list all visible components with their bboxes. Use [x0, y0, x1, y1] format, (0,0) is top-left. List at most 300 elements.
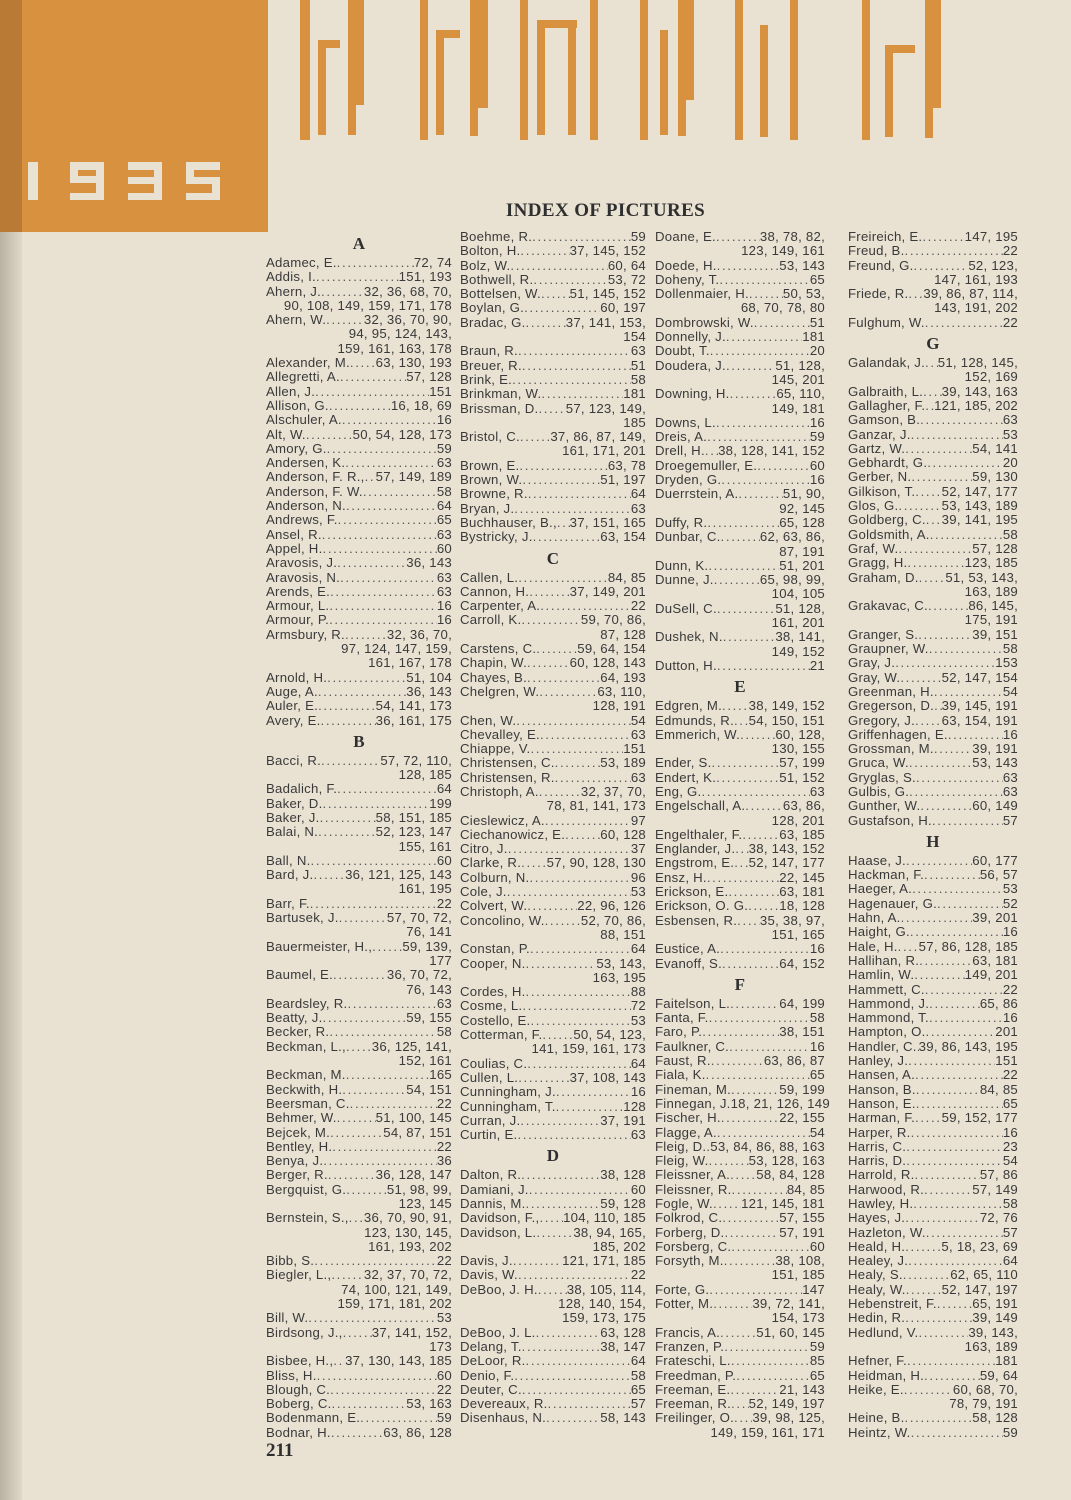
dot-leader	[720, 1326, 756, 1340]
dot-leader	[527, 899, 577, 913]
dot-leader	[333, 968, 387, 982]
index-entry	[460, 1354, 646, 1368]
entry-name: Faitelson, L.	[655, 995, 731, 1011]
index-entry-continuation: 130, 155	[771, 741, 825, 757]
index-entry	[655, 1211, 825, 1225]
entry-name: Duerrstein, A.	[655, 486, 739, 502]
index-entry	[848, 714, 1018, 728]
dot-leader	[906, 1140, 1003, 1154]
index-entry	[460, 742, 646, 756]
letter-heading: E	[734, 677, 746, 697]
dot-leader	[915, 1068, 1003, 1082]
entry-name: Arends, E.	[266, 583, 331, 599]
index-entry	[266, 797, 452, 811]
index-entry	[266, 1268, 452, 1282]
entry-pages: 96	[630, 869, 646, 885]
entry-name: Gragg, H.	[848, 555, 908, 571]
entry-pages: 39, 143,	[968, 1324, 1018, 1340]
dot-leader	[321, 754, 380, 768]
entry-name: Gerber, N.	[848, 469, 912, 485]
index-entry-continuation: 123, 149, 161	[741, 243, 825, 259]
entry-pages: 63, 185	[779, 826, 825, 842]
entry-pages: 201	[995, 1024, 1018, 1040]
entry-pages: 36, 121, 125, 143	[345, 867, 452, 883]
dot-leader	[726, 330, 802, 344]
entry-name: Davis, J.	[460, 1253, 513, 1269]
entry-name: Gray, W.	[848, 669, 901, 685]
entry-name: Fleissner, A.	[655, 1167, 731, 1183]
dot-leader	[329, 1025, 436, 1039]
entry-name: Baumel, E.	[266, 967, 334, 983]
dot-leader	[545, 914, 581, 928]
index-entry	[266, 1154, 452, 1168]
entry-name: Griffenhagen, E.	[848, 726, 948, 742]
dot-leader	[937, 897, 1003, 911]
dot-leader	[716, 416, 810, 430]
index-entry-continuation: 152, 161	[398, 1053, 452, 1069]
dot-leader	[321, 285, 364, 299]
dot-leader	[717, 602, 775, 616]
index-entry	[848, 1154, 1018, 1168]
index-entry	[266, 285, 452, 299]
entry-name: Bacci, R.	[266, 752, 322, 768]
dot-leader	[920, 799, 972, 813]
entry-name: Healey, J.	[848, 1253, 909, 1269]
entry-pages: 53, 143,	[596, 955, 646, 971]
entry-pages: 38, 147	[600, 1338, 646, 1354]
index-entry	[848, 1068, 1018, 1082]
index-entry	[655, 871, 825, 885]
index-entry	[655, 1183, 825, 1197]
index-entry	[848, 799, 1018, 813]
entry-name: Deuter, C.	[460, 1381, 522, 1397]
index-entry	[266, 613, 452, 627]
index-entry-continuation: 155, 161	[398, 838, 452, 854]
index-entry	[655, 1154, 825, 1168]
index-entry	[848, 1197, 1018, 1211]
dot-leader	[536, 1226, 573, 1240]
dot-leader	[719, 273, 810, 287]
dot-leader	[536, 642, 577, 656]
dot-leader	[922, 230, 964, 244]
index-entry	[460, 1100, 646, 1114]
index-entry	[655, 1095, 830, 1111]
index-column-2	[460, 230, 646, 1426]
entry-pages: 37, 108, 143	[569, 1069, 646, 1085]
index-entry-continuation: 151, 185	[771, 1267, 825, 1283]
dot-leader	[545, 814, 631, 828]
dot-leader	[732, 1183, 787, 1197]
index-entry	[266, 628, 452, 642]
index-entry	[266, 542, 452, 556]
entry-name: Browne, R.	[460, 486, 528, 502]
entry-pages: 59, 139,	[402, 938, 452, 954]
dot-leader	[721, 1111, 779, 1125]
index-entry	[655, 1326, 825, 1340]
index-entry-continuation: 149, 181	[771, 400, 825, 416]
entry-name: Bisbee, H.,	[266, 1353, 334, 1369]
entry-name: Bothwell, R.	[460, 271, 534, 287]
dot-leader	[345, 628, 387, 642]
entry-pages: 38, 151	[779, 1024, 825, 1040]
entry-pages: 65, 128	[779, 514, 825, 530]
dot-leader	[707, 871, 779, 885]
entry-pages: 165	[429, 1067, 452, 1083]
index-entry	[266, 370, 452, 384]
dot-leader	[514, 1369, 631, 1383]
entry-name: Bergquist, G.	[266, 1181, 347, 1197]
entry-name: Gustafson, H.	[848, 812, 932, 828]
entry-name: Beatty, J.	[266, 1010, 323, 1026]
entry-name: Heintz, W.	[848, 1424, 911, 1440]
entry-pages: 60	[630, 1181, 646, 1197]
entry-name: Harris, D.	[848, 1153, 907, 1169]
index-entry	[848, 413, 1018, 427]
entry-pages: 86, 145,	[968, 598, 1018, 614]
index-entry	[848, 814, 1018, 828]
entry-name: DuSell, C.	[655, 600, 717, 616]
index-entry	[655, 1054, 825, 1068]
entry-pages: 54	[1002, 1153, 1018, 1169]
entry-pages: 36, 125, 141,	[371, 1038, 452, 1054]
dot-leader	[521, 1168, 600, 1182]
dot-leader	[916, 771, 1003, 785]
entry-pages: 60, 68, 70,	[952, 1381, 1018, 1397]
entry-name: Harper, R.	[848, 1124, 911, 1140]
entry-name: Bolz, W.	[460, 257, 511, 273]
dot-leader	[929, 642, 1003, 656]
dot-leader	[347, 997, 436, 1011]
index-entry	[460, 714, 646, 728]
entry-name: Addis, I.	[266, 269, 316, 285]
entry-name: Freund, G.	[848, 257, 914, 273]
index-entry	[460, 516, 646, 530]
index-entry-continuation: 152, 169	[964, 369, 1018, 385]
entry-pages: 22	[436, 1253, 452, 1269]
entry-name: DeLoor, R.	[460, 1353, 526, 1369]
entry-pages: 65, 110,	[776, 386, 825, 402]
dot-leader	[734, 714, 749, 728]
index-entry-continuation: 141, 159, 161, 173	[531, 1041, 646, 1057]
entry-pages: 22	[1002, 243, 1018, 259]
entry-pages: 63	[630, 500, 646, 516]
entry-name: Graf, W.	[848, 540, 899, 556]
dot-leader	[565, 828, 600, 842]
entry-pages: 54	[809, 1124, 825, 1140]
entry-name: Drell, H.	[655, 443, 705, 459]
entry-name: Adamec, E.	[266, 255, 337, 270]
dot-leader	[327, 442, 437, 456]
index-entry	[655, 1397, 825, 1411]
entry-pages: 22, 155	[779, 1110, 825, 1126]
index-entry	[655, 957, 825, 971]
dot-leader	[548, 1397, 631, 1411]
entry-pages: 16	[809, 941, 825, 957]
dot-leader	[898, 542, 972, 556]
entry-name: Fleig, W.	[655, 1153, 709, 1169]
dot-leader	[915, 714, 942, 728]
entry-name: Baker, D.	[266, 795, 323, 811]
dot-leader	[929, 1011, 1003, 1025]
entry-pages: 51, 98, 99,	[386, 1181, 452, 1197]
index-entry	[266, 868, 452, 882]
dot-leader	[318, 685, 406, 699]
index-entry	[848, 968, 1018, 982]
dot-leader	[519, 459, 607, 473]
entry-pages: 52, 147, 177	[748, 855, 825, 871]
entry-pages: 32, 37, 70,	[580, 783, 646, 799]
entry-pages: 59, 64, 154	[577, 641, 646, 657]
entry-name: Dutton, H.	[655, 657, 717, 673]
entry-pages: 181	[995, 1353, 1018, 1369]
entry-pages: 54, 151	[406, 1081, 452, 1097]
dot-leader	[934, 699, 942, 713]
index-entry	[266, 754, 452, 768]
entry-name: Doubt, T.	[655, 343, 710, 359]
entry-pages: 72, 76	[979, 1210, 1018, 1226]
entry-name: Faust, R.	[655, 1053, 711, 1069]
dot-leader	[323, 797, 430, 811]
index-entry-continuation: 163, 189	[964, 1338, 1018, 1354]
index-entry-continuation: 154, 173	[771, 1310, 825, 1326]
entry-name: Fanta, F.	[655, 1010, 709, 1026]
entry-name: Biegler, L.,	[266, 1267, 332, 1283]
index-entry	[655, 1083, 825, 1097]
entry-name: Forte, G.	[655, 1281, 710, 1297]
banner-art	[0, 0, 1071, 232]
index-entry	[266, 671, 452, 685]
dot-leader	[328, 1168, 376, 1182]
entry-pages: 58, 143	[600, 1410, 646, 1426]
dot-leader	[331, 1426, 383, 1440]
entry-name: Callen, L.	[460, 569, 519, 585]
entry-pages: 59, 64	[979, 1367, 1018, 1383]
entry-name: Berger, R.	[266, 1167, 328, 1183]
dot-leader	[508, 842, 631, 856]
dot-leader	[533, 273, 607, 287]
dot-leader	[926, 513, 942, 527]
dot-leader	[338, 513, 437, 527]
index-entry	[848, 428, 1018, 442]
index-entry	[460, 914, 646, 928]
entry-name: Hazleton, W.	[848, 1224, 926, 1240]
dot-leader	[330, 1383, 437, 1397]
entry-name: Gregerson, D.	[848, 698, 935, 714]
entry-name: Harwood, R.	[848, 1181, 925, 1197]
entry-name: Hammond, J.	[848, 995, 930, 1011]
index-entry-continuation: 177	[429, 952, 452, 968]
entry-name: Bauermeister, H.,	[266, 938, 373, 954]
entry-pages: 50, 53,	[782, 286, 825, 302]
entry-pages: 32, 37, 70, 72,	[363, 1267, 452, 1283]
index-entry	[655, 287, 825, 301]
entry-pages: 52, 70, 86,	[580, 912, 646, 928]
index-entry	[266, 968, 452, 982]
dot-leader	[526, 957, 597, 971]
dot-leader	[520, 244, 569, 258]
dot-leader	[911, 1426, 1003, 1440]
dot-leader	[749, 287, 783, 301]
entry-name: Droegemuller, E.	[655, 457, 758, 473]
entry-pages: 21	[809, 657, 825, 673]
entry-pages: 64	[436, 781, 452, 797]
dot-leader	[918, 1326, 968, 1340]
entry-pages: 63, 110,	[597, 683, 646, 699]
dot-leader	[724, 1340, 810, 1354]
entry-pages: 38, 128	[600, 1167, 646, 1183]
dot-leader	[539, 785, 581, 799]
entry-pages: 63, 154, 191	[941, 712, 1018, 728]
entry-pages: 63	[630, 769, 646, 785]
entry-name: Erickson, O. G.	[655, 898, 749, 914]
entry-pages: 5, 18, 23, 69	[941, 1238, 1018, 1254]
dot-leader	[730, 997, 779, 1011]
entry-pages: 22	[1002, 981, 1018, 997]
entry-name: Evanoff, S.	[655, 955, 723, 971]
index-entry-continuation: 161, 195	[398, 881, 452, 897]
entry-pages: 16	[1002, 1010, 1018, 1026]
entry-name: Forsberg, C.	[655, 1238, 732, 1254]
index-entry	[460, 459, 646, 473]
entry-pages: 60	[436, 1367, 452, 1383]
dot-leader	[323, 1011, 407, 1025]
index-entry	[848, 1054, 1018, 1068]
dot-leader	[360, 1411, 437, 1425]
entry-pages: 58, 151, 185	[375, 809, 452, 825]
index-entry	[655, 1411, 825, 1425]
letter-heading: H	[926, 831, 940, 851]
index-entry	[266, 1426, 452, 1440]
index-entry	[266, 270, 452, 284]
entry-name: Appel, H.	[266, 540, 323, 556]
dot-leader	[521, 613, 581, 627]
index-entry	[848, 983, 1018, 997]
entry-pages: 58	[436, 1024, 452, 1040]
entry-pages: 22, 145	[779, 869, 825, 885]
entry-pages: 88	[630, 984, 646, 1000]
index-entry-continuation: 76, 143	[406, 981, 452, 997]
entry-name: Dreis, A.	[655, 429, 708, 445]
dot-leader	[346, 1040, 372, 1054]
dot-leader	[908, 1254, 1003, 1268]
entry-pages: 39, 72, 141,	[752, 1296, 825, 1312]
entry-name: Beckwith, H.	[266, 1081, 343, 1097]
index-entry	[848, 1311, 1018, 1325]
index-entry	[655, 602, 825, 616]
index-entry	[266, 385, 452, 399]
index-entry	[655, 1254, 825, 1268]
dot-leader	[925, 356, 938, 370]
entry-pages: 22	[630, 598, 646, 614]
dot-leader	[350, 1097, 437, 1111]
dot-leader	[912, 882, 1003, 896]
index-entry-continuation: 159, 173, 175	[562, 1310, 646, 1326]
index-entry	[848, 571, 1018, 585]
entry-pages: 21, 143	[779, 1381, 825, 1397]
entry-pages: 58	[1002, 526, 1018, 542]
dot-leader	[738, 487, 783, 501]
dot-leader	[546, 1411, 600, 1425]
entry-pages: 65	[436, 512, 452, 528]
dot-leader	[346, 1068, 430, 1082]
index-entry-continuation: 128, 140, 154,	[558, 1296, 646, 1312]
index-entry	[848, 456, 1018, 470]
dot-leader	[306, 428, 353, 442]
entry-pages: 38, 108,	[775, 1253, 825, 1269]
index-entry	[266, 825, 452, 839]
entry-name: Davidson, F.,	[460, 1210, 540, 1226]
index-entry-continuation: 173	[429, 1338, 452, 1354]
entry-pages: 22	[436, 1138, 452, 1154]
index-entry	[266, 714, 452, 728]
dot-leader	[728, 885, 779, 899]
entry-pages: 39, 191	[972, 741, 1018, 757]
entry-name: Friede, R.	[848, 286, 909, 302]
entry-pages: 58, 84, 128	[756, 1167, 825, 1183]
entry-pages: 16	[1002, 726, 1018, 742]
entry-name: Andersen, K.	[266, 455, 346, 471]
index-entry	[266, 1011, 452, 1025]
entry-name: Cunningham, J.	[460, 1084, 556, 1100]
index-entry	[848, 1111, 1018, 1125]
dot-leader	[329, 399, 391, 413]
index-column-3	[655, 229, 830, 1440]
dot-leader	[529, 871, 630, 885]
index-entry	[460, 430, 646, 444]
entry-name: Grossman, M.	[848, 741, 934, 757]
index-entry	[655, 1126, 825, 1140]
dot-leader	[329, 599, 436, 613]
dot-leader	[915, 485, 941, 499]
entry-name: Brink, E.	[460, 371, 513, 387]
index-entry-continuation: 147, 161, 193	[934, 271, 1018, 287]
entry-name: Chapin, W.	[460, 655, 528, 671]
index-entry	[460, 871, 646, 885]
index-entry	[848, 1383, 1018, 1397]
index-entry-continuation: 94, 95, 124, 143,	[348, 326, 452, 342]
entry-name: Heike, E.	[848, 1381, 904, 1397]
dot-leader	[520, 1114, 600, 1128]
index-entry	[460, 585, 646, 599]
entry-pages: 36	[436, 1153, 452, 1169]
dot-leader	[908, 1054, 995, 1068]
dot-leader	[702, 1025, 779, 1039]
index-entry	[460, 942, 646, 956]
entry-pages: 64	[630, 1353, 646, 1369]
entry-pages: 64	[630, 486, 646, 502]
index-entry	[266, 428, 452, 442]
dot-leader	[740, 728, 775, 742]
dot-leader	[332, 1397, 407, 1411]
index-entry	[848, 599, 1018, 613]
dot-leader	[925, 399, 934, 413]
dot-leader	[530, 1014, 630, 1028]
entry-name: Colburn, N.	[460, 869, 530, 885]
entry-pages: 65	[1002, 1095, 1018, 1111]
index-entry	[655, 430, 825, 444]
entry-name: Ensz, H.	[655, 869, 707, 885]
entry-pages: 63, 86,	[782, 798, 825, 814]
entry-pages: 22	[630, 1267, 646, 1283]
entry-name: Goldsmith, A.	[848, 526, 930, 542]
index-entry	[266, 313, 452, 327]
entry-pages: 53, 143, 189	[941, 498, 1018, 514]
entry-name: Gamson, B.	[848, 412, 921, 428]
dot-leader	[898, 940, 919, 954]
dot-leader	[713, 1197, 741, 1211]
dot-leader	[363, 485, 437, 499]
entry-pages: 85	[809, 1353, 825, 1369]
